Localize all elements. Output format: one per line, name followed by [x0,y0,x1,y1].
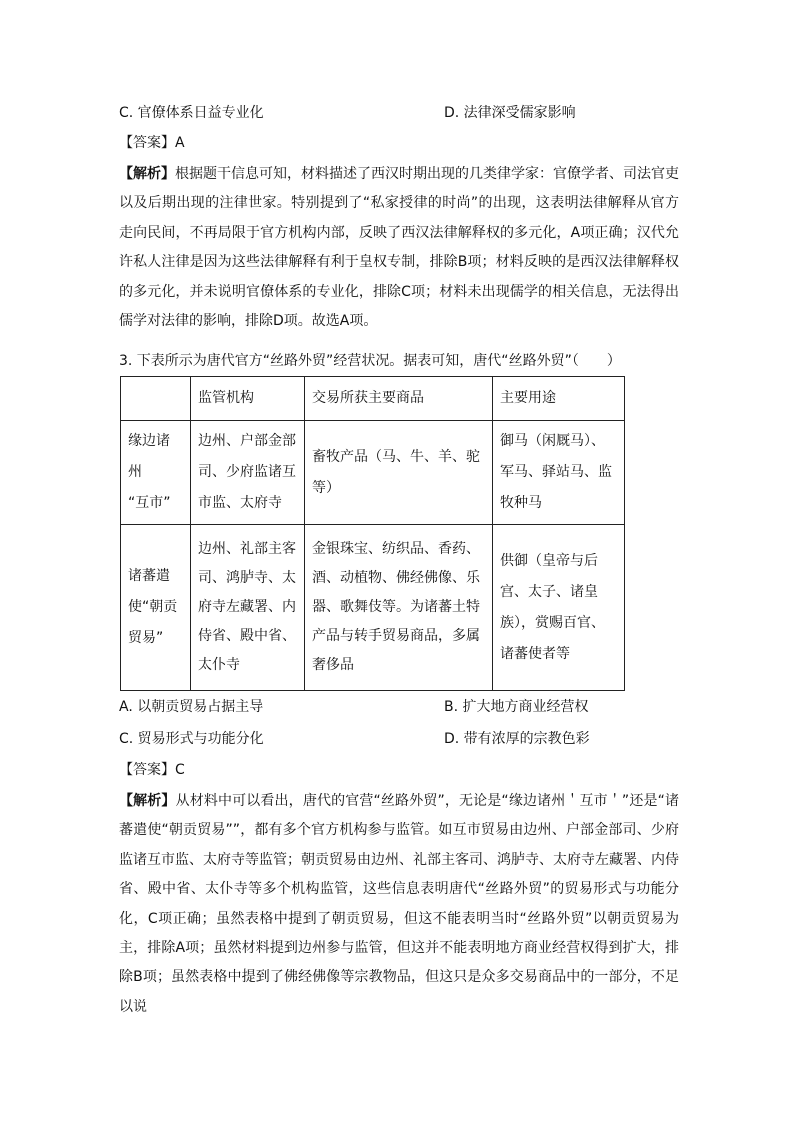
cell-line: 畜牧产品（马、牛、羊、驼 [312,448,480,465]
row2-goods [305,525,493,691]
q2-answer: 【答案】A [119,135,185,151]
cell-line: 等） [312,479,340,496]
table-row [121,421,625,525]
header-cell-empty [121,377,191,421]
cell-line: 府寺左藏署、内 [198,599,296,615]
q3-answer: 【答案】C [119,762,185,778]
q3-option-b: B. 扩大地方商业经营权 [444,699,589,715]
cell-line: 酒、动植物、佛经佛像、乐 [312,570,480,586]
q3-analysis-label: 【解析】 [119,793,176,809]
q2-analysis-text: 根据题干信息可知，材料描述了西汉时期出现的几类律学家：官僚学者、司法官吏以及后期出现的注律世家。特别提到了“私家授律的时尚”的出现，这表明法律解释从官方走向民间，不再局限于官方机构内部，反映了西汉法律解释权的多元化，A项正确；汉代允许私人注律是因为这些法律解释有利于皇权专制，排除B项；材料反映的是西汉法律解释权的多元化，并未说明官僚体系的专业化，排除C项；材料未出现儒学的相关信息，无法得出儒学对法律的影响，排除D项。故选A项。 [119,166,679,330]
q3-stem: 3. 下表所示为唐代官方“丝路外贸”经营状况。据表可知，唐代“丝路外贸”（ ） [119,353,621,369]
table-row [121,525,625,691]
cell-line: 器、歌舞伎等。为诸蕃土特 [312,599,480,615]
cell-line: 侍省、殿中省、 [198,628,296,644]
q2-analysis-label: 【解析】 [119,166,175,182]
cell-line: 司、少府监诸互 [198,464,296,480]
q3-option-d: D. 带有浓厚的宗教色彩 [444,731,590,747]
cell-line: 金银珠宝、纺织品、香药、 [312,541,480,557]
row1-goods [305,421,493,525]
q2-analysis [119,160,679,336]
cell-line: 使“朝贡 [128,599,178,615]
row1-type [121,421,191,525]
q3-analysis-text: 从材料中可以看出，唐代的官营“丝路外贸”，无论是“缘边诸州＇互市＇”还是“诸蕃遣使“朝贡贸易””，都有多个官方机构参与监管。如互市贸易由边州、户部金部司、少府监诸互市监、太府寺等监管；朝贡贸易由边州、礼部主客司、鸿胪寺、太府寺左藏署、内侍省、殿中省、太仆寺等多个机构监管，这些信息表明唐代“丝路外贸”的贸易形式与功能分化，C项正确；虽然表格中提到了朝贡贸易，但这不能表明当时“丝路外贸”以朝贡贸易为主，排除A项；虽然材料提到边州参与监管，但这并不能表明地方商业经营权得到扩大，排除B项；虽然表格中提到了佛经佛像等宗教物品，但这只是众多交易商品中的一部分，不足以说 [119,793,680,1015]
cell-line: 牧种马 [500,495,542,511]
cell-line: 边州、户部金部 [198,433,296,449]
header-cell-use: 主要用途 [493,377,625,421]
cell-line: 宫、太子、诸皇 [500,583,598,600]
header-cell-agency: 监管机构 [191,377,305,421]
q2-option-c: C. 官僚体系日益专业化 [119,105,264,121]
row1-agency [191,421,305,525]
cell-line: 州 [128,464,142,480]
q2-option-d: D. 法律深受儒家影响 [444,105,576,121]
cell-line: 太仆寺 [198,657,240,673]
cell-line: 市监、太府寺 [198,495,282,511]
cell-line: 奢侈品 [312,657,354,673]
header-cell-goods: 交易所获主要商品 [305,377,493,421]
cell-line: 御马（闲厩马）、 [500,433,605,449]
cell-line: 产品与转手贸易商品，多属 [312,628,480,644]
table-header-row [121,377,625,421]
q3-analysis [119,787,679,1022]
cell-line: 贸易” [128,630,164,646]
cell-line: 司、鸿胪寺、太 [198,570,296,586]
cell-line: 诸蕃使者等 [500,645,570,662]
row1-use [493,421,625,525]
row2-agency [191,525,305,691]
cell-line: 边州、礼部主客 [198,541,296,557]
q3-table [120,376,625,691]
cell-line: 供御（皇帝与后 [500,552,598,569]
cell-line: 军马、驿站马、监 [500,464,612,480]
row2-use [493,525,625,691]
cell-line: 族），赏赐百官、 [500,614,605,631]
cell-line: 诸蕃遣 [128,568,170,584]
q3-option-a: A. 以朝贡贸易占据主导 [119,699,264,715]
cell-line: “互市” [128,495,171,511]
q3-option-c: C. 贸易形式与功能分化 [119,731,264,747]
cell-line: 缘边诸 [128,433,170,449]
row2-type [121,525,191,691]
